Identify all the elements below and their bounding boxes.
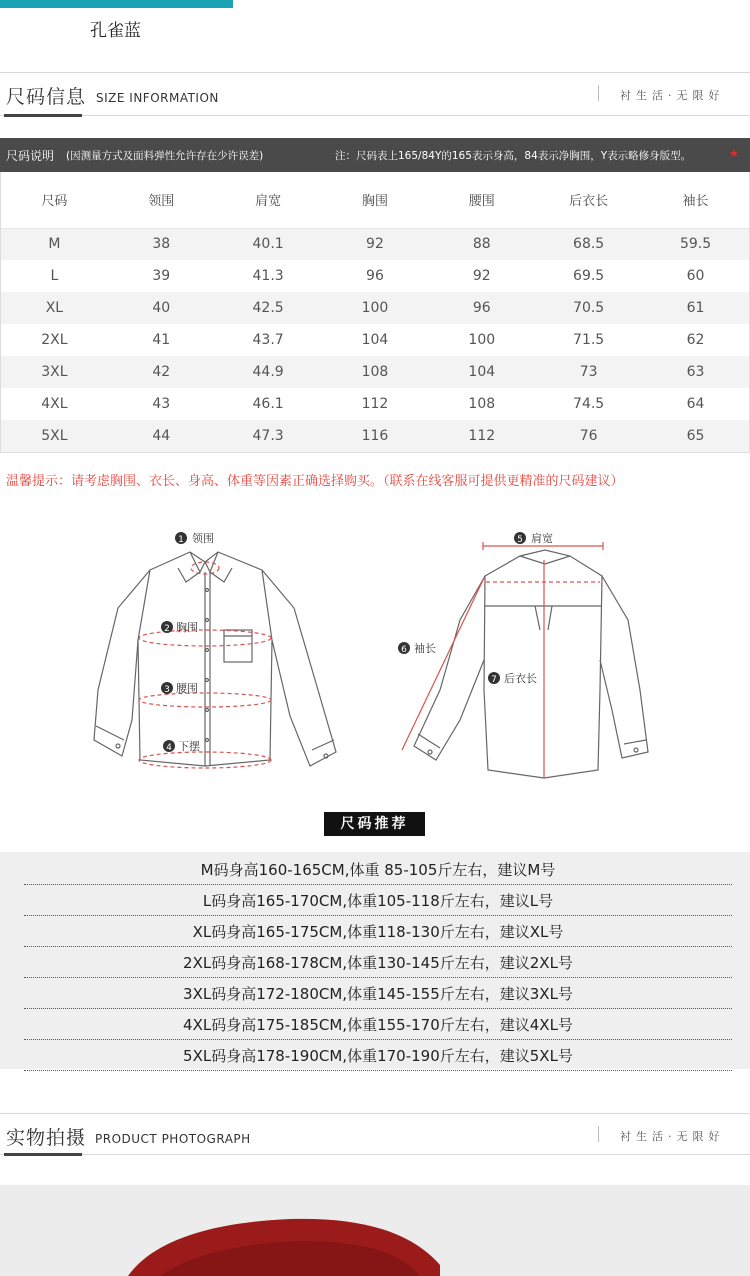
section-title-en: PRODUCT PHOTOGRAPH xyxy=(95,1132,251,1146)
table-header: 肩宽 xyxy=(215,172,322,228)
table-cell: 100 xyxy=(322,292,429,324)
svg-text:1: 1 xyxy=(178,535,184,545)
size-description-bar xyxy=(0,138,750,172)
table-cell: 46.1 xyxy=(252,396,284,412)
title-underline xyxy=(4,1153,82,1156)
table-header: 领围 xyxy=(108,172,215,228)
table-cell: 60 xyxy=(686,268,705,284)
recommend-row: 3XL码身高172-180CM,体重145-155斤左右，建议3XL号 xyxy=(24,978,732,1009)
svg-text:腰围: 腰围 xyxy=(176,682,198,695)
table-cell: 62 xyxy=(686,332,705,348)
svg-text:3: 3 xyxy=(164,685,170,695)
recommend-row: 4XL码身高175-185CM,体重155-170斤左右，建议4XL号 xyxy=(24,1009,732,1040)
table-cell: 73 xyxy=(535,356,642,388)
brand-slogan: 衬生活·无限好 xyxy=(620,89,725,102)
label-neck xyxy=(175,531,214,545)
table-cell: 40.1 xyxy=(215,228,322,260)
size-section-header xyxy=(0,72,750,116)
table-row xyxy=(1,260,749,292)
size-bar-note: (因测量方式及面料弹性允许存在少许误差) xyxy=(66,150,264,162)
table-cell: 40 xyxy=(108,292,215,324)
recommend-row: L码身高165-170CM,体重105-118斤左右，建议L号 xyxy=(24,885,732,916)
label-chest xyxy=(161,620,198,634)
table-header: 腰围 xyxy=(428,172,535,228)
svg-text:领围: 领围 xyxy=(192,532,214,545)
table-cell: 41.3 xyxy=(252,268,284,284)
table-cell: 88 xyxy=(428,228,535,260)
table-cell: 47.3 xyxy=(215,420,322,452)
table-cell: 70.5 xyxy=(535,292,642,324)
shirt-photo-svg xyxy=(0,1185,750,1276)
table-cell: 92 xyxy=(322,228,429,260)
back-shirt-illustration xyxy=(414,550,648,778)
table-cell: 71.5 xyxy=(573,332,605,348)
table-cell: 108 xyxy=(468,396,496,412)
purchase-tip: 温馨提示：请考虑胸围、衣长、身高、体重等因素正确选择购买。（联系在线客服可提供更精准的尺码建议） xyxy=(6,474,624,489)
label-shoulder xyxy=(514,531,553,545)
table-cell: 2XL xyxy=(41,332,68,348)
svg-text:袖长: 袖长 xyxy=(414,642,436,655)
table-cell: 104 xyxy=(361,332,389,348)
svg-text:2: 2 xyxy=(164,624,170,634)
recommend-row: 5XL码身高178-190CM,体重170-190斤左右，建议5XL号 xyxy=(24,1040,732,1071)
table-cell: 44 xyxy=(108,420,215,452)
svg-text:下摆: 下摆 xyxy=(178,740,200,753)
table-header: 尺码 xyxy=(1,172,108,228)
table-cell: 4XL xyxy=(41,396,68,412)
table-cell: 69.5 xyxy=(573,268,605,284)
table-cell: 68.5 xyxy=(535,228,642,260)
photo-section-header xyxy=(0,1113,750,1155)
table-cell: 42.5 xyxy=(215,292,322,324)
table-header: 袖长 xyxy=(642,172,749,228)
table-cell: 112 xyxy=(428,420,535,452)
recommend-list xyxy=(0,852,750,1069)
svg-text:5: 5 xyxy=(517,535,523,545)
table-cell: 43.7 xyxy=(252,332,284,348)
table-header-row xyxy=(1,172,749,228)
svg-text:胸围: 胸围 xyxy=(176,621,198,634)
table-cell: 5XL xyxy=(1,420,108,452)
table-cell: 116 xyxy=(322,420,429,452)
table-cell: 104 xyxy=(428,356,535,388)
diagram-labels xyxy=(161,531,553,753)
table-cell: 3XL xyxy=(1,356,108,388)
svg-text:6: 6 xyxy=(401,645,407,655)
section-title-cn: 实物拍摄 xyxy=(6,1127,87,1149)
label-sleeve xyxy=(398,641,436,655)
shirt-diagram-svg xyxy=(0,520,750,790)
label-hem xyxy=(163,739,200,753)
size-bar-right-note: 注：尺码表上165/84Y的165表示身高，84表示净胸围，Y表示略修身版型。 xyxy=(335,150,692,162)
table-row xyxy=(1,388,749,420)
table-cell: 39 xyxy=(152,268,171,284)
section-title-en: SIZE INFORMATION xyxy=(96,91,219,105)
recommend-row: XL码身高165-175CM,体重118-130斤左右，建议XL号 xyxy=(24,916,732,947)
table-header: 后衣长 xyxy=(535,172,642,228)
product-photo xyxy=(0,1185,750,1276)
table-row xyxy=(1,228,749,260)
table-cell: 42 xyxy=(108,356,215,388)
table-cell: 112 xyxy=(361,396,389,412)
brand-slogan: 衬生活·无限好 xyxy=(620,1130,725,1143)
table-cell: 96 xyxy=(428,292,535,324)
table-cell: 38 xyxy=(108,228,215,260)
table-header: 胸围 xyxy=(322,172,429,228)
label-waist xyxy=(161,682,198,695)
table-cell: 41 xyxy=(152,332,171,348)
size-table xyxy=(0,172,750,453)
table-cell: 108 xyxy=(322,356,429,388)
section-title-cn: 尺码信息 xyxy=(6,86,87,108)
table-cell: 44.9 xyxy=(215,356,322,388)
header-divider xyxy=(598,1126,599,1142)
table-row xyxy=(1,356,749,388)
table-cell: 100 xyxy=(468,332,496,348)
recommend-row: M码身高160-165CM,体重 85-105斤左右，建议M号 xyxy=(24,854,732,885)
table-cell: 61 xyxy=(642,292,749,324)
table-row xyxy=(1,420,749,452)
table-cell: 74.5 xyxy=(573,396,605,412)
table-cell: 96 xyxy=(366,268,384,284)
swatch-image xyxy=(0,0,233,8)
table-cell: 64 xyxy=(686,396,705,412)
table-cell: XL xyxy=(1,292,108,324)
measurement-diagram xyxy=(0,520,750,790)
swatch-label: 孔雀蓝 xyxy=(90,21,141,41)
table-row xyxy=(1,292,749,324)
table-cell: 63 xyxy=(642,356,749,388)
svg-text:后衣长: 后衣长 xyxy=(504,672,537,685)
svg-text:肩宽: 肩宽 xyxy=(531,532,553,545)
svg-text:4: 4 xyxy=(166,743,172,753)
table-cell: 76 xyxy=(535,420,642,452)
label-back-length xyxy=(488,672,537,685)
size-bar-title: 尺码说明 xyxy=(6,149,55,163)
table-cell: 59.5 xyxy=(642,228,749,260)
recommend-row: 2XL码身高168-178CM,体重130-145斤左右，建议2XL号 xyxy=(24,947,732,978)
table-cell: L xyxy=(50,268,59,284)
table-cell: M xyxy=(1,228,108,260)
front-shirt-illustration xyxy=(94,552,336,766)
svg-text:7: 7 xyxy=(491,675,497,685)
recommend-title: 尺码推荐 xyxy=(324,812,425,836)
table-cell: 92 xyxy=(472,268,491,284)
title-underline xyxy=(4,114,82,117)
header-divider xyxy=(598,85,599,101)
table-cell: 43 xyxy=(152,396,171,412)
color-swatch xyxy=(0,0,750,60)
table-row xyxy=(1,324,749,356)
table-cell: 65 xyxy=(642,420,749,452)
star-icon: ★ xyxy=(729,147,739,160)
